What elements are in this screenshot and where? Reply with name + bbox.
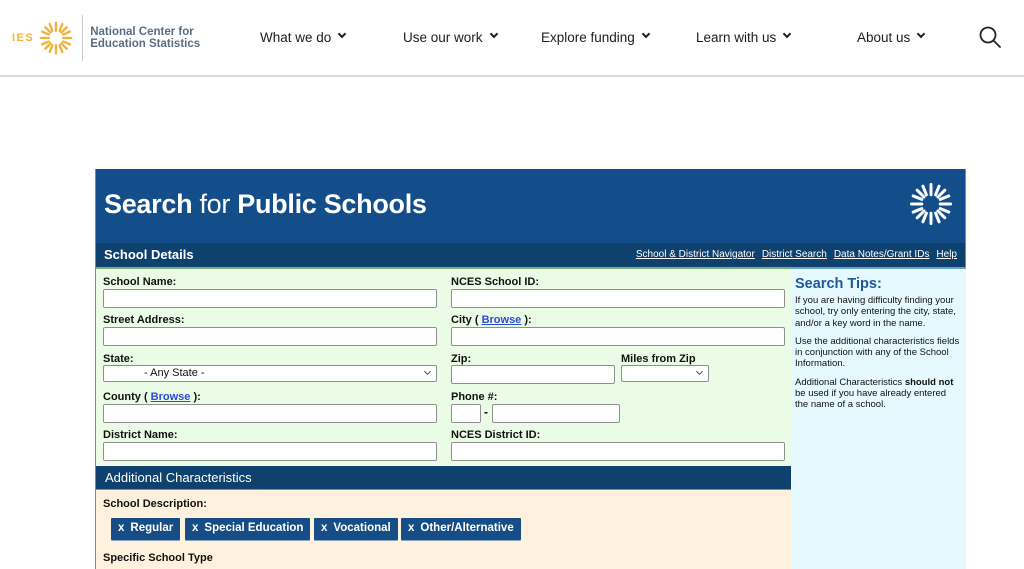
additional-characteristics-title: Additional Characteristics [105, 470, 252, 485]
search-panel [95, 169, 966, 569]
search-icon[interactable] [978, 25, 1002, 49]
nav-learn-with-us[interactable] [696, 0, 790, 74]
page-banner [96, 169, 965, 243]
county-label-text: County ( [103, 391, 151, 403]
tag-label: Vocational [333, 522, 391, 534]
remove-icon: x [321, 522, 328, 534]
phone-label: Phone #: [451, 391, 498, 403]
nav-what-we-do[interactable] [260, 0, 345, 74]
city-label [451, 314, 532, 326]
state-label: State: [103, 353, 134, 365]
street-address-label: Street Address: [103, 314, 185, 326]
school-name-label: School Name: [103, 276, 177, 288]
state-select[interactable] [103, 365, 437, 382]
section-links [636, 249, 957, 260]
link-district-search[interactable]: District Search [761, 249, 827, 260]
zip-label: Zip: [451, 353, 472, 365]
nces-school-id-label: NCES School ID: [451, 276, 540, 288]
nces-district-id-input[interactable] [451, 442, 785, 461]
school-details-form [96, 267, 791, 466]
city-input[interactable] [451, 327, 785, 346]
chevron-down-icon [338, 30, 346, 38]
tag-special-education[interactable] [185, 518, 310, 540]
remove-icon: x [192, 522, 199, 534]
tip-3-emphasis: should not [904, 376, 954, 388]
tag-other-alternative[interactable] [401, 518, 521, 540]
tip-3-text: Additional Characteristics [795, 376, 905, 388]
tag-vocational[interactable] [314, 518, 398, 540]
chevron-down-icon [489, 30, 497, 38]
link-school-district-navigator[interactable]: School & District Navigator [635, 249, 755, 260]
section-title: School Details [104, 247, 194, 262]
nces-name-line1: National Center for [90, 26, 194, 38]
chevron-down-icon [783, 30, 791, 38]
tip-3 [795, 377, 961, 411]
tip-3-text-end: be used if you have already entered the name of a school. [795, 388, 947, 411]
county-browse-link[interactable]: Browse [150, 391, 191, 403]
tip-2: Use the additional characteristics fields in conjunction with any of the School Information. [795, 335, 960, 370]
ies-nces-logo[interactable] [12, 14, 200, 62]
miles-from-zip-select[interactable] [621, 365, 709, 382]
content-area [96, 267, 965, 569]
tag-label: Regular [130, 522, 174, 534]
logo-divider [82, 15, 83, 61]
zip-input[interactable] [451, 365, 615, 384]
title-part-public-schools: Public Schools [237, 189, 427, 219]
city-label-text: City ( [451, 314, 482, 326]
sunburst-icon [908, 181, 954, 227]
chevron-down-icon [696, 368, 703, 375]
nav-explore-funding[interactable] [541, 0, 649, 74]
sunburst-logo-icon [38, 20, 74, 56]
phone-area-code-input[interactable] [451, 404, 481, 423]
nav-about-us[interactable] [857, 0, 924, 74]
tag-label: Other/Alternative [420, 522, 514, 534]
school-name-input[interactable] [103, 289, 437, 308]
nav-label: Learn with us [696, 29, 777, 45]
specific-school-type-label: Specific School Type [103, 552, 213, 564]
state-selected-value: - Any State - [144, 367, 205, 379]
nav-label: About us [857, 29, 911, 45]
link-data-notes[interactable]: Data Notes/Grant IDs [833, 249, 930, 260]
search-tips [791, 267, 966, 569]
street-address-input[interactable] [103, 327, 437, 346]
county-label-suffix: ): [190, 391, 201, 403]
title-part-for: for [199, 189, 231, 219]
miles-from-zip-label: Miles from Zip [621, 353, 696, 365]
county-label [103, 391, 201, 403]
remove-icon: x [408, 522, 415, 534]
nces-name-line2: Education Statistics [90, 38, 201, 50]
remove-icon: x [118, 522, 125, 534]
chevron-down-icon [642, 30, 650, 38]
nav-label: What we do [260, 29, 332, 45]
county-input[interactable] [103, 404, 437, 423]
ies-logo-text: IES [12, 32, 35, 44]
site-header [0, 0, 1024, 77]
phone-number-input[interactable] [492, 404, 620, 423]
chevron-down-icon [424, 368, 431, 375]
link-help[interactable]: Help [936, 249, 957, 260]
city-label-suffix: ): [521, 314, 532, 326]
school-details-bar [96, 243, 965, 267]
nces-district-id-label: NCES District ID: [451, 429, 541, 441]
search-tips-title: Search Tips: [795, 276, 882, 292]
city-browse-link[interactable]: Browse [481, 314, 522, 326]
chevron-down-icon [917, 30, 925, 38]
nces-name [90, 26, 200, 50]
nav-use-our-work[interactable] [403, 0, 497, 74]
tag-label: Special Education [204, 522, 304, 534]
additional-characteristics-bar [96, 466, 791, 490]
district-name-input[interactable] [103, 442, 437, 461]
page-title [104, 189, 427, 220]
district-name-label: District Name: [103, 429, 178, 441]
tag-regular[interactable] [111, 518, 180, 540]
school-description-label: School Description: [103, 498, 207, 510]
nav-label: Explore funding [541, 29, 635, 45]
phone-separator: - [484, 405, 488, 419]
additional-characteristics [96, 490, 791, 569]
tip-1: If you are having difficulty finding your school, try only entering the city, state, and/or a key word in the name. [795, 295, 956, 329]
title-part-search: Search [104, 189, 193, 219]
nav-label: Use our work [403, 29, 483, 45]
nces-school-id-input[interactable] [451, 289, 785, 308]
